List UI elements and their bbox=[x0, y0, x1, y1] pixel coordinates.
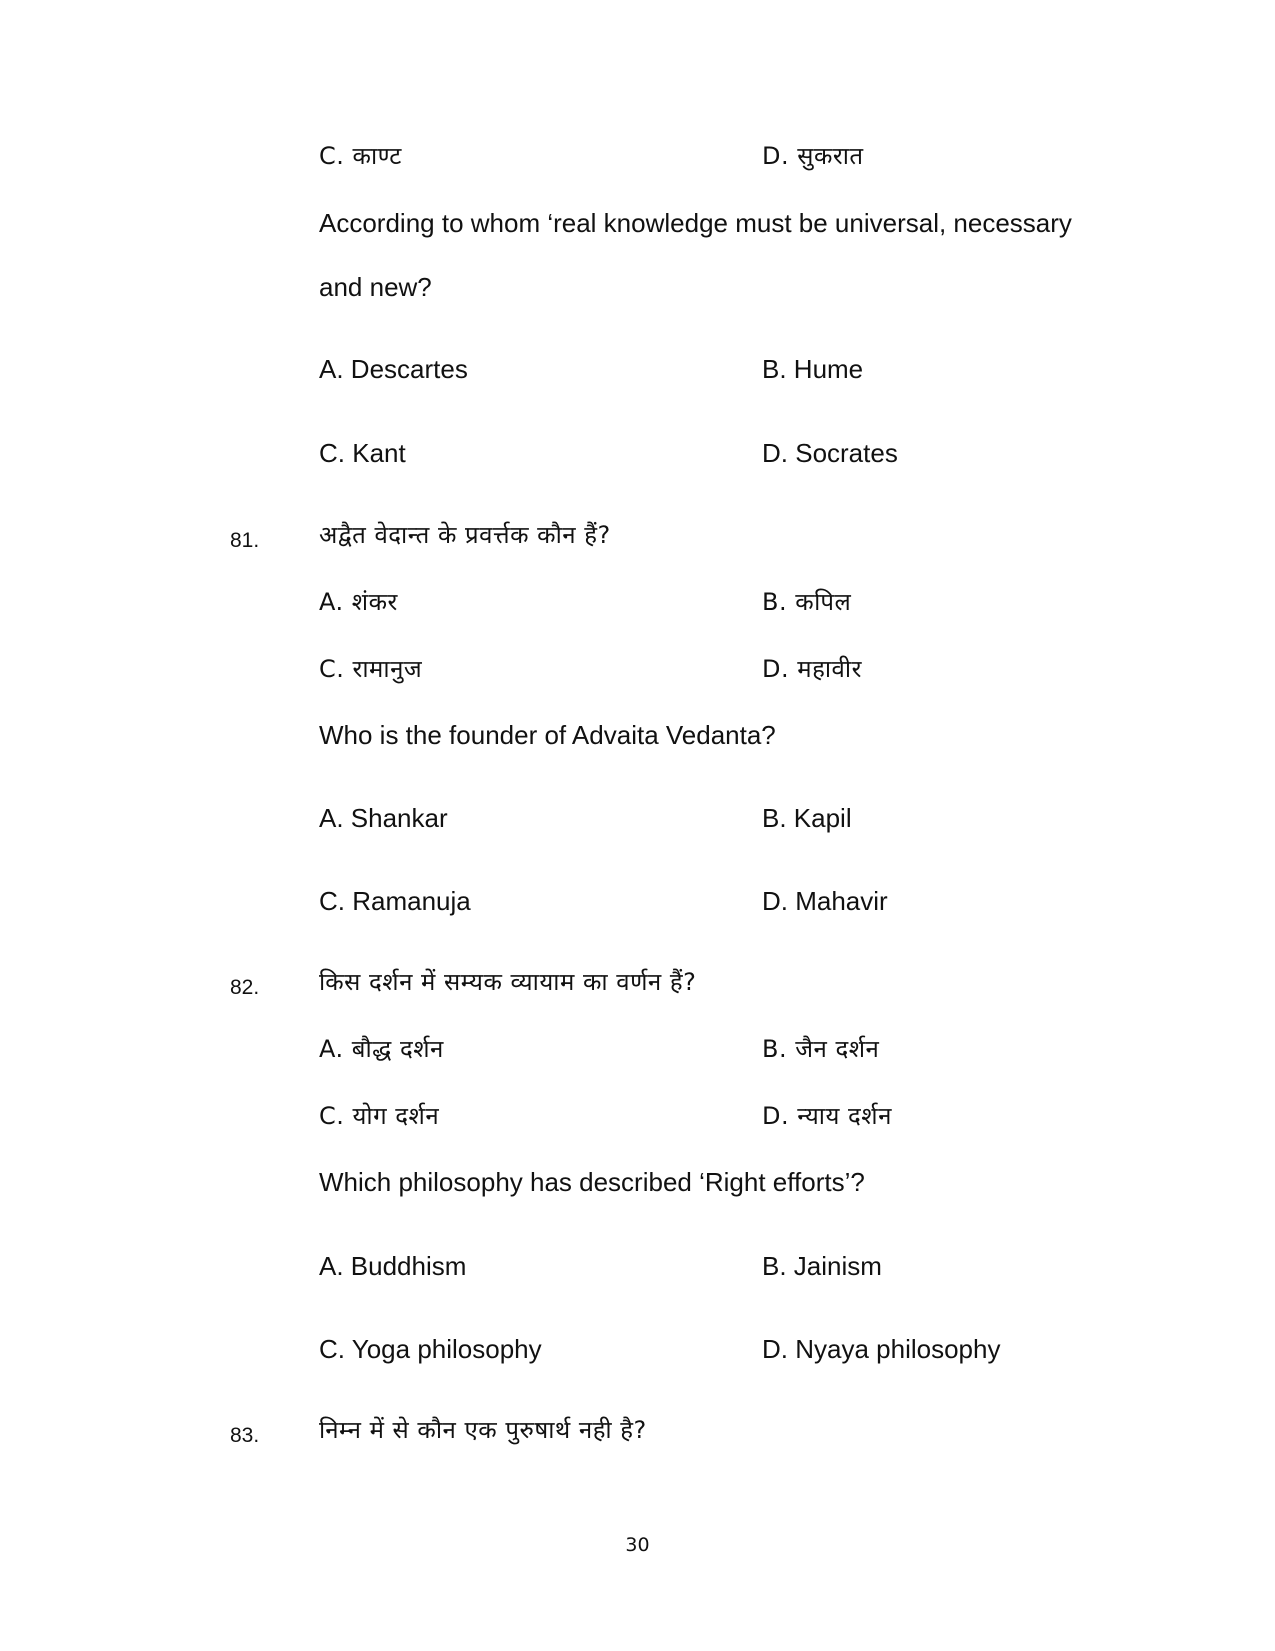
en-option-b: B. Jainism bbox=[762, 1251, 882, 1281]
en-option-d: D. Nyaya philosophy bbox=[762, 1334, 1001, 1364]
hi-question: निम्न में से कौन एक पुरुषार्थ नही है? bbox=[319, 1416, 647, 1444]
hi-question: अद्वैत वेदान्त के प्रवर्त्तक कौन हैं? bbox=[319, 521, 611, 549]
prev-en-option-c: C. Kant bbox=[319, 438, 406, 468]
hi-option-d: D. महावीर bbox=[762, 655, 862, 683]
hi-option-c: C. रामानुज bbox=[319, 655, 423, 683]
prev-hi-option-c: C. काण्ट bbox=[319, 142, 402, 170]
page-number: 30 bbox=[625, 1534, 650, 1556]
prev-en-option-d: D. Socrates bbox=[762, 438, 898, 468]
prev-en-question-line1: According to whom ‘real knowledge must be universal, necessary bbox=[319, 208, 1072, 238]
hi-option-c: C. योग दर्शन bbox=[319, 1102, 440, 1130]
en-option-c: C. Yoga philosophy bbox=[319, 1334, 542, 1364]
question-number: 83. bbox=[230, 1424, 260, 1447]
hi-option-b: B. कपिल bbox=[762, 588, 852, 616]
hi-question: किस दर्शन में सम्यक व्यायाम का वर्णन हैं? bbox=[319, 968, 697, 996]
en-question: Who is the founder of Advaita Vedanta? bbox=[319, 720, 776, 750]
en-option-a: A. Shankar bbox=[319, 803, 448, 833]
hi-option-b: B. जैन दर्शन bbox=[762, 1035, 880, 1063]
hi-option-a: A. शंकर bbox=[319, 588, 398, 616]
prev-en-option-b: B. Hume bbox=[762, 354, 864, 384]
question-number: 82. bbox=[230, 976, 260, 999]
en-option-c: C. Ramanuja bbox=[319, 886, 471, 916]
prev-en-option-a: A. Descartes bbox=[319, 354, 468, 384]
question-number: 81. bbox=[230, 529, 260, 552]
hi-option-d: D. न्याय दर्शन bbox=[762, 1102, 892, 1130]
en-option-a: A. Buddhism bbox=[319, 1251, 467, 1281]
en-question: Which philosophy has described ‘Right efforts’? bbox=[319, 1167, 865, 1197]
hi-option-a: A. बौद्ध दर्शन bbox=[319, 1035, 444, 1063]
en-option-b: B. Kapil bbox=[762, 803, 852, 833]
prev-en-question-line2: and new? bbox=[319, 272, 432, 302]
prev-hi-option-d: D. सुकरात bbox=[762, 142, 864, 170]
en-option-d: D. Mahavir bbox=[762, 886, 888, 916]
